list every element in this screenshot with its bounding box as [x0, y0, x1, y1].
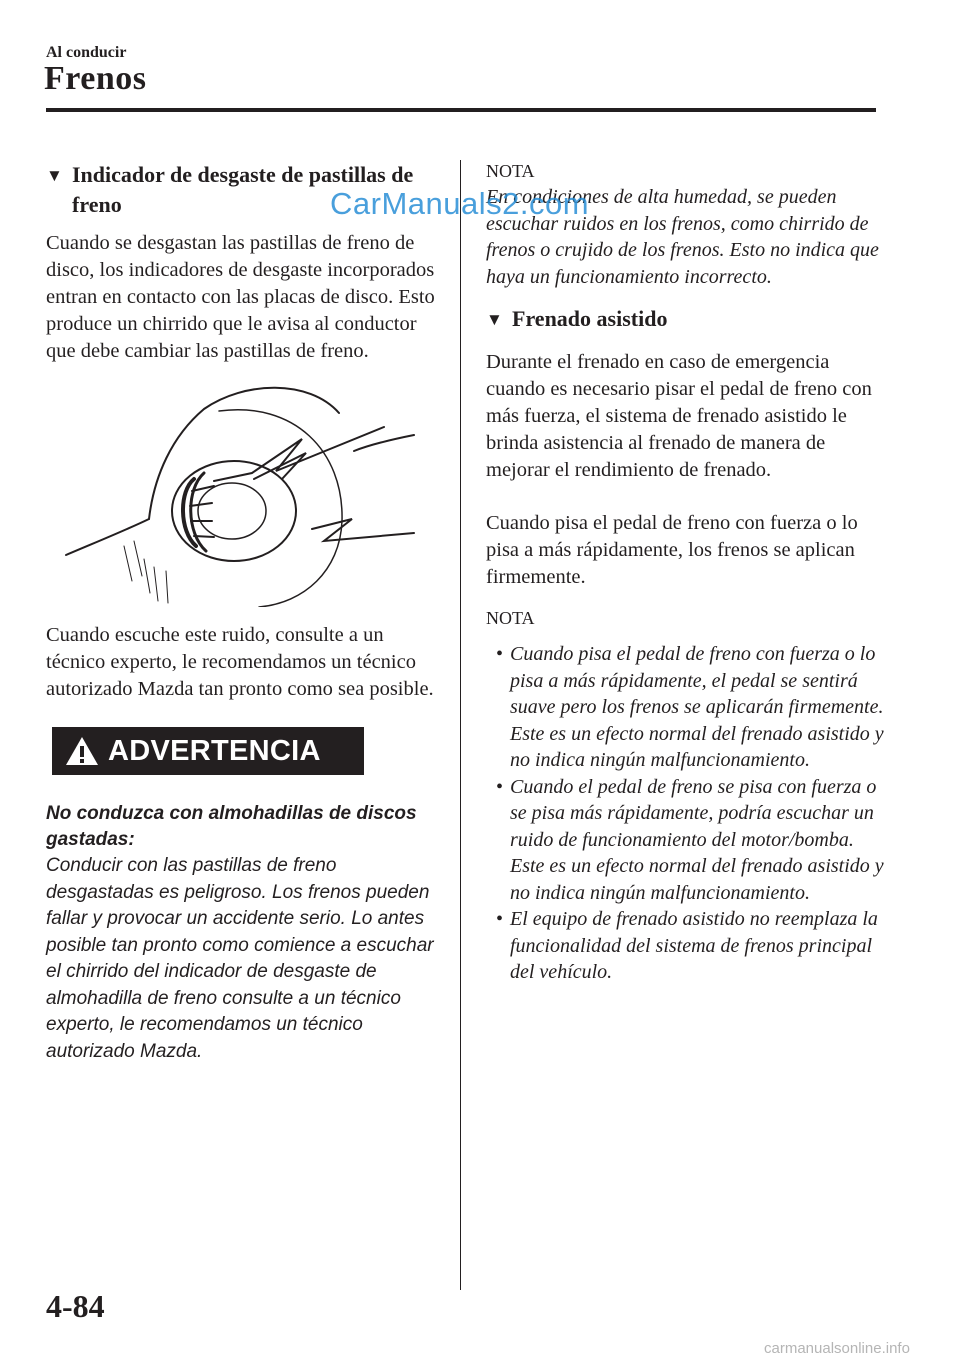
- list-item: [496, 906, 886, 986]
- bullet-icon: •: [496, 908, 504, 930]
- note-label: NOTA: [486, 608, 535, 628]
- bullet-icon: •: [496, 643, 504, 665]
- list-item-text: Cuando pisa el pedal de freno con fuerza o lo pisa a más rápidamente, el pedal se sentirá suave pero los frenos se aplicarán firmemente. Este es un efecto normal del frenado asistido y no indica ningún malfuncionamiento.: [510, 643, 884, 771]
- warning-title: No conduzca con almohadillas de discos gastadas:: [46, 803, 417, 850]
- heading-text: Frenado asistido: [512, 306, 668, 331]
- paragraph: Cuando pisa el pedal de freno con fuerza o lo pisa a más rápidamente, los frenos se aplican firmemente.: [486, 512, 858, 588]
- warning-body: Conducir con las pastillas de freno desgastadas es peligroso. Los frenos pueden fallar y provocar un accidente serio. Lo antes posible tan pronto como comience a escuchar el chirrido del indicador de desgaste de almohadilla de freno consulte a un técnico experto, le recomendamos un técnico autorizado Mazda.: [46, 855, 434, 1062]
- paragraph: Cuando escuche este ruido, consulte a un técnico experto, le recomendamos un técnico autorizado Mazda tan pronto como sea posible.: [46, 624, 434, 700]
- section-heading-brake-assist: [486, 304, 886, 335]
- left-column: [46, 160, 441, 1065]
- warning-banner: [52, 727, 364, 775]
- note-text: En condiciones de alta humedad, se pueden escuchar ruidos en los frenos, como chirrido de frenos o crujido de los frenos. Esto no indica que haya un funcionamiento incorrecto.: [486, 186, 879, 288]
- site-watermark: carmanualsonline.info: [764, 1340, 910, 1357]
- note-label: NOTA: [486, 161, 535, 181]
- paragraph: Cuando se desgastan las pastillas de freno de disco, los indicadores de desgaste incorporados entran en contacto con las placas de disco. Esto produce un chirrido que le avisa al conductor que debe cambiar las pastillas de freno.: [46, 232, 435, 362]
- page-number: 4-84: [46, 1288, 105, 1324]
- brake-disc-wear-indicator-illustration: [54, 381, 416, 607]
- triangle-marker-icon: ▼: [486, 310, 503, 329]
- watermark: CarManuals2.com: [330, 186, 590, 221]
- section-label: Al conducir: [46, 44, 127, 61]
- list-item-text: El equipo de frenado asistido no reemplaza la funcionalidad del sistema de frenos principal del vehículo.: [510, 908, 878, 983]
- warning-triangle-icon: [64, 735, 100, 767]
- note-bullet-list: [496, 641, 886, 986]
- bullet-icon: •: [496, 775, 504, 798]
- paragraph: Durante el frenado en caso de emergencia cuando es necesario pisar el pedal de freno con más fuerza, el sistema de frenado asistido le brinda asistencia al frenado de manera de mejorar el rendimiento de frenado.: [486, 351, 872, 481]
- column-divider: [460, 160, 461, 1290]
- header-rule: [46, 108, 876, 112]
- heading-text: Indicador de desgaste de pastillas de freno: [72, 162, 414, 217]
- right-column: [486, 160, 886, 986]
- warning-label: ADVERTENCIA: [108, 734, 321, 767]
- list-item: [496, 774, 886, 907]
- chapter-title: Frenos: [44, 60, 147, 97]
- list-item: [496, 641, 886, 774]
- list-item-text: Cuando el pedal de freno se pisa con fuerza o se pisa más rápidamente, podría escuchar un ruido de funcionamiento del motor/bomba. Este es un efecto normal del frenado asistido y no indica ningún malfuncionamiento.: [510, 775, 884, 904]
- triangle-marker-icon: ▼: [46, 166, 63, 185]
